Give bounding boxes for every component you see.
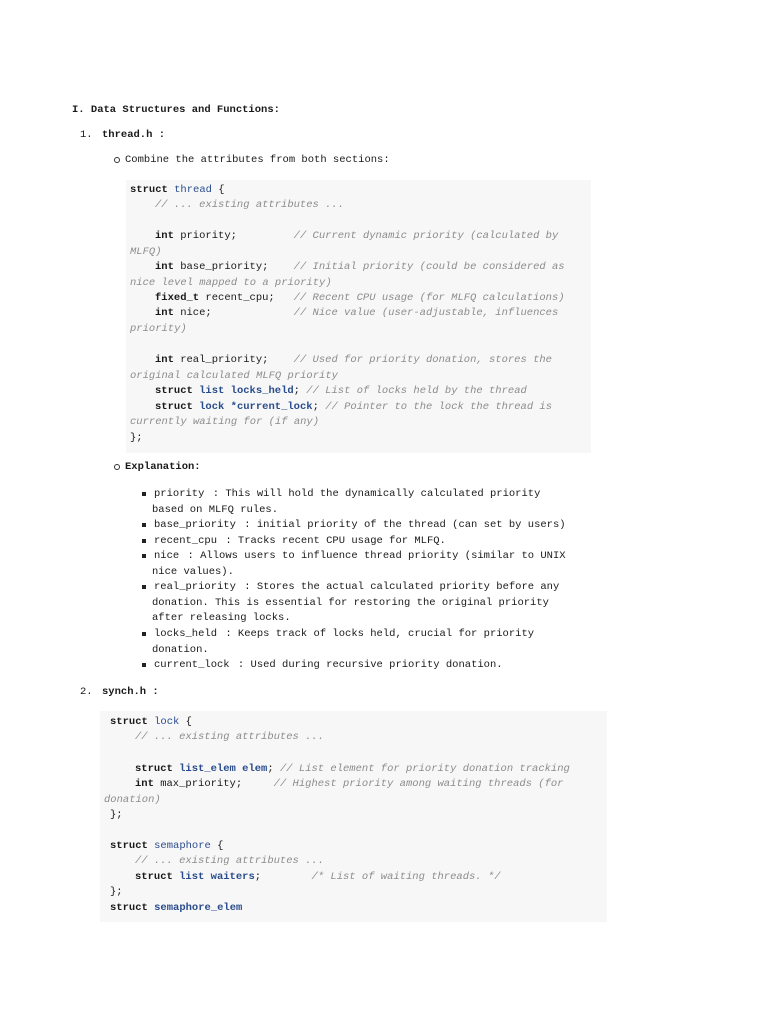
code-keyword: struct bbox=[130, 184, 168, 196]
square-bullet bbox=[142, 492, 146, 496]
code-text: ; bbox=[254, 871, 312, 883]
code-identifier: waiters bbox=[210, 871, 255, 883]
code-identifier: locks_held bbox=[230, 385, 294, 397]
file-title-synch-h bbox=[102, 686, 159, 698]
code-identifier: list bbox=[199, 385, 225, 397]
code-identifier: elem bbox=[242, 763, 268, 775]
circle-bullet bbox=[114, 157, 120, 163]
code-comment: // List of locks held by the thread bbox=[306, 385, 527, 397]
code-comment: donation) bbox=[104, 794, 161, 806]
code-line bbox=[110, 715, 192, 731]
intro-text: Combine the attributes from both sections: bbox=[125, 154, 390, 166]
code-keyword: struct bbox=[155, 401, 193, 413]
code-comment: // Recent CPU usage (for MLFQ calculations) bbox=[293, 292, 565, 304]
square-bullet bbox=[142, 554, 146, 558]
explanation-text: : Used during recursive priority donation. bbox=[231, 659, 503, 671]
colon: : bbox=[152, 129, 166, 141]
code-line bbox=[155, 400, 552, 416]
code-line bbox=[110, 901, 242, 917]
code-comment: // Nice value (user-adjustable, influences bbox=[293, 307, 559, 319]
code-line bbox=[155, 353, 552, 369]
code-line bbox=[135, 870, 501, 886]
code-keyword: struct bbox=[110, 840, 148, 852]
explanation-item bbox=[152, 580, 559, 627]
code-identifier: *current_lock bbox=[230, 401, 313, 413]
list-number: 1. bbox=[80, 129, 93, 141]
code-comment: nice level mapped to a priority) bbox=[130, 277, 332, 289]
code-comment: // Highest priority among waiting threads (for bbox=[273, 778, 564, 790]
code-block-synch bbox=[100, 711, 607, 922]
explanation-continuation: donation. bbox=[152, 643, 209, 656]
explanation-text: : This will hold the dynamically calculated priority bbox=[206, 488, 541, 500]
file-title-thread-h bbox=[102, 129, 165, 141]
code-text: real_priority; bbox=[173, 354, 294, 366]
code-comment: // ... existing attributes ... bbox=[135, 855, 325, 867]
code-text: max_priority; bbox=[153, 778, 274, 790]
code-line bbox=[135, 762, 570, 778]
code-identifier: semaphore_elem bbox=[154, 902, 243, 914]
code-text: base_priority; bbox=[173, 261, 294, 273]
code-line: }; bbox=[110, 886, 123, 898]
square-bullet bbox=[142, 585, 146, 589]
inline-code-term: real_priority bbox=[154, 581, 236, 593]
inline-code-term: recent_cpu bbox=[154, 535, 218, 547]
code-comment: // Current dynamic priority (calculated by bbox=[293, 230, 559, 242]
code-comment: // List element for priority donation tracking bbox=[279, 763, 570, 775]
code-text: priority; bbox=[173, 230, 294, 242]
code-keyword: int bbox=[155, 354, 174, 366]
code-keyword: struct bbox=[110, 716, 148, 728]
explanation-item bbox=[152, 658, 503, 674]
code-text: { bbox=[211, 184, 225, 196]
code-keyword: struct bbox=[110, 902, 148, 914]
code-keyword: int bbox=[155, 261, 174, 273]
explanation-text: : Stores the actual calculated priority before any bbox=[237, 581, 560, 593]
code-comment: /* List of waiting threads. */ bbox=[311, 871, 501, 883]
section-heading: I. Data Structures and Functions: bbox=[72, 104, 280, 116]
code-comment: currently waiting for (if any) bbox=[130, 416, 320, 428]
square-bullet bbox=[142, 632, 146, 636]
explanation-label: Explanation: bbox=[125, 461, 201, 473]
inline-code-term: current_lock bbox=[154, 659, 230, 671]
code-identifier: list_elem bbox=[179, 763, 236, 775]
code-identifier: list bbox=[179, 871, 205, 883]
code-text: ; bbox=[312, 401, 326, 413]
explanation-text: : initial priority of the thread (can set by users) bbox=[237, 519, 566, 531]
code-text: nice; bbox=[173, 307, 294, 319]
code-keyword: int bbox=[155, 230, 174, 242]
code-line: }; bbox=[110, 809, 123, 821]
code-text: recent_cpu; bbox=[199, 292, 294, 304]
code-text: { bbox=[179, 716, 192, 728]
code-line: }; bbox=[130, 432, 143, 444]
code-block-thread bbox=[126, 180, 591, 453]
code-line bbox=[110, 839, 223, 855]
file-name: thread.h bbox=[102, 129, 153, 141]
list-number: 2. bbox=[80, 686, 93, 698]
square-bullet bbox=[142, 663, 146, 667]
code-text: { bbox=[210, 840, 224, 852]
code-identifier: thread bbox=[174, 184, 212, 196]
explanation-text: : Tracks recent CPU usage for MLFQ. bbox=[219, 535, 446, 547]
code-comment: MLFQ) bbox=[130, 246, 162, 258]
explanation-continuation: donation. This is essential for restoring the original priority after releasing locks. bbox=[152, 596, 549, 624]
code-identifier: lock bbox=[154, 716, 180, 728]
code-keyword: struct bbox=[155, 385, 193, 397]
explanation-continuation: nice values). bbox=[152, 565, 234, 578]
code-keyword: int bbox=[135, 778, 154, 790]
code-identifier: lock bbox=[199, 401, 225, 413]
file-name: synch.h bbox=[102, 686, 147, 698]
explanation-text: : Keeps track of locks held, crucial for priority bbox=[219, 628, 535, 640]
code-line bbox=[135, 777, 564, 793]
code-comment: // Initial priority (could be considered as bbox=[293, 261, 565, 273]
square-bullet bbox=[142, 539, 146, 543]
code-comment: priority) bbox=[130, 323, 187, 335]
explanation-item bbox=[152, 487, 540, 518]
code-line bbox=[130, 183, 225, 199]
code-comment: // Pointer to the lock the thread is bbox=[325, 401, 553, 413]
code-line bbox=[155, 306, 558, 322]
code-comment: // ... existing attributes ... bbox=[155, 199, 345, 211]
code-keyword: struct bbox=[135, 763, 173, 775]
explanation-item bbox=[152, 549, 566, 580]
inline-code-term: nice bbox=[154, 550, 180, 562]
inline-code-term: priority bbox=[154, 488, 205, 500]
code-keyword: int bbox=[155, 307, 174, 319]
code-text: ; bbox=[267, 763, 280, 775]
square-bullet bbox=[142, 523, 146, 527]
code-comment: // ... existing attributes ... bbox=[135, 731, 325, 743]
inline-code-term: locks_held bbox=[154, 628, 218, 640]
colon: : bbox=[146, 686, 159, 698]
code-identifier: semaphore bbox=[154, 840, 211, 852]
code-line bbox=[155, 229, 558, 245]
explanation-text: : Allows users to influence thread priority (similar to UNIX bbox=[181, 550, 566, 562]
code-text: ; bbox=[293, 385, 307, 397]
circle-bullet bbox=[114, 464, 120, 470]
inline-code-term: base_priority bbox=[154, 519, 236, 531]
code-keyword: fixed_t bbox=[155, 292, 200, 304]
explanation-item bbox=[152, 627, 534, 658]
explanation-item bbox=[152, 534, 446, 550]
code-line bbox=[155, 291, 565, 307]
code-comment: original calculated MLFQ priority bbox=[130, 370, 338, 382]
code-line bbox=[155, 384, 527, 400]
code-keyword: struct bbox=[135, 871, 173, 883]
explanation-continuation: based on MLFQ rules. bbox=[152, 503, 279, 516]
code-comment: // Used for priority donation, stores the bbox=[293, 354, 552, 366]
code-line bbox=[155, 260, 565, 276]
explanation-item bbox=[152, 518, 566, 534]
